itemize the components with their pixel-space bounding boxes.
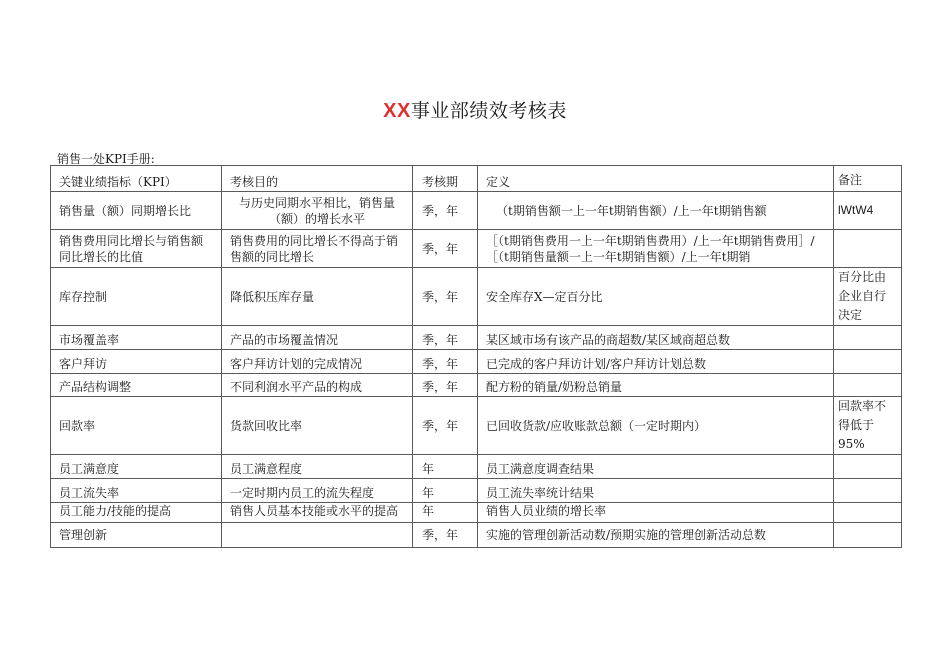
- header-kpi: 关键业绩指标（KPI）: [51, 166, 222, 192]
- table-header-row: [51, 166, 902, 192]
- cell-kpi: 销售费用同比增长与销售额同比增长的比值: [51, 230, 222, 268]
- cell-period: 季，年: [413, 350, 478, 374]
- cell-period: 年: [413, 479, 478, 503]
- table-row: [51, 230, 902, 268]
- title-text: 事业部绩效考核表: [410, 100, 567, 122]
- cell-purpose: 降低积压库存量: [222, 268, 413, 326]
- cell-definition: 安全库存X—定百分比: [478, 268, 834, 326]
- cell-period: 季，年: [413, 268, 478, 326]
- cell-kpi: 市场覆盖率: [51, 326, 222, 350]
- cell-purpose: [222, 503, 413, 523]
- cell-kpi: 库存控制: [51, 268, 222, 326]
- table-row: [51, 455, 902, 479]
- cell-purpose: 与历史同期水平相比，销售量（额）的增长水平: [222, 192, 413, 230]
- cell-definition: 已回收货款/应收账款总额（一定时期内）: [478, 397, 834, 455]
- document-title: [0, 96, 950, 123]
- cell-period: 季，年: [413, 326, 478, 350]
- cell-note: [834, 230, 902, 268]
- cell-kpi: 管理创新: [51, 523, 222, 548]
- cell-note: [834, 503, 902, 523]
- cell-note: [834, 350, 902, 374]
- table-row: [51, 350, 902, 374]
- title-prefix: XX: [383, 100, 411, 122]
- header-note: 备注: [834, 166, 902, 192]
- cell-note: [834, 374, 902, 397]
- header-purpose: 考核目的: [222, 166, 413, 192]
- cell-definition: 实施的管理创新活动数/预期实施的管理创新活动总数: [478, 523, 834, 548]
- cell-purpose-text: 销售人员基本技能或水平的提高: [230, 504, 399, 518]
- cell-period: 年: [413, 455, 478, 479]
- cell-purpose: 一定时期内员工的流失程度: [222, 479, 413, 503]
- cell-period: 季，年: [413, 230, 478, 268]
- cell-definition: ［（t期销售费用一上一年t期销售费用）/上一年t期销售费用］/［（t期销售量额一上一年t期销售额）/上一年t期销: [478, 230, 834, 268]
- cell-period: 季，年: [413, 192, 478, 230]
- table-row: [51, 192, 902, 230]
- cell-note: 百分比由企业自行决定: [834, 268, 902, 326]
- cell-period: 年: [413, 503, 478, 523]
- table-row: [51, 268, 902, 326]
- table-row: [51, 374, 902, 397]
- cell-note: [834, 455, 902, 479]
- cell-kpi: 客户拜访: [51, 350, 222, 374]
- cell-kpi: 员工流失率: [51, 479, 222, 503]
- cell-kpi: 回款率: [51, 397, 222, 455]
- cell-note: [834, 523, 902, 548]
- table-row: [51, 523, 902, 548]
- cell-definition: 员工满意度调查结果: [478, 455, 834, 479]
- cell-kpi: 员工满意度: [51, 455, 222, 479]
- cell-kpi: 销售量（额）同期增长比: [51, 192, 222, 230]
- cell-definition: 某区域市场有该产品的商超数/某区域商超总数: [478, 326, 834, 350]
- table-row: [51, 503, 902, 523]
- cell-purpose: 产品的市场覆盖情况: [222, 326, 413, 350]
- cell-definition: （t期销售额一上一年t期销售额）/上一年t期销售额: [478, 192, 834, 230]
- kpi-table: [50, 165, 902, 548]
- cell-purpose: [222, 523, 413, 548]
- cell-note: [834, 326, 902, 350]
- cell-period: 季，年: [413, 523, 478, 548]
- cell-definition: 销售人员业绩的增长率: [478, 503, 834, 523]
- cell-kpi: 产品结构调整: [51, 374, 222, 397]
- cell-purpose: 员工满意程度: [222, 455, 413, 479]
- cell-period: 季，年: [413, 397, 478, 455]
- table-row: [51, 326, 902, 350]
- cell-definition: 配方粉的销量/奶粉总销量: [478, 374, 834, 397]
- subtitle: 销售一处KPI手册:: [57, 152, 155, 166]
- header-definition: 定义: [478, 166, 834, 192]
- cell-kpi: 员工能力/技能的提高: [51, 503, 222, 523]
- cell-definition: 已完成的客户拜访计划/客户拜访计划总数: [478, 350, 834, 374]
- cell-purpose: 货款回收比率: [222, 397, 413, 455]
- cell-period: 季，年: [413, 374, 478, 397]
- cell-purpose: 不同利润水平产品的构成: [222, 374, 413, 397]
- cell-note: 回款率不得低于95%: [834, 397, 902, 455]
- table-row: [51, 397, 902, 455]
- cell-note: [834, 479, 902, 503]
- cell-purpose: 客户拜访计划的完成情况: [222, 350, 413, 374]
- cell-purpose: 销售费用的同比增长不得高于销售额的同比增长: [222, 230, 413, 268]
- cell-note: lWtW4: [834, 192, 902, 230]
- header-period: 考核期: [413, 166, 478, 192]
- table-row: [51, 479, 902, 503]
- cell-definition: 员工流失率统计结果: [478, 479, 834, 503]
